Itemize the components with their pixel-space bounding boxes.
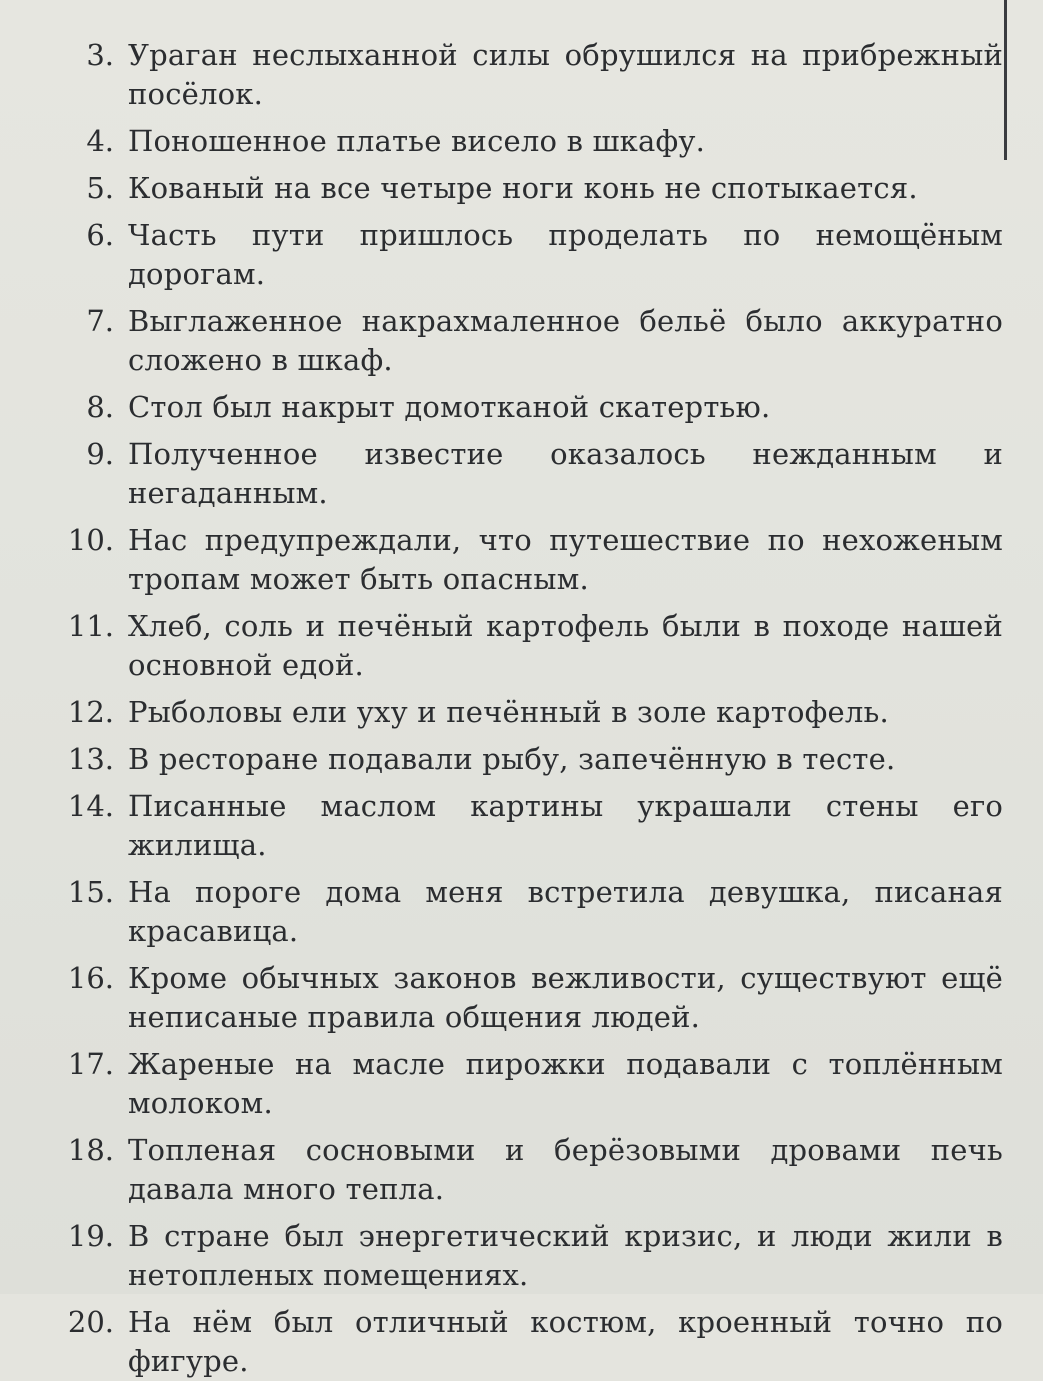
item-number: 15. <box>67 875 114 909</box>
list-item <box>52 1303 1003 1381</box>
list-item <box>52 1131 1003 1209</box>
item-text: Поношенное платье висело в шкафу. <box>128 124 706 158</box>
item-number: 10. <box>67 523 114 557</box>
item-number: 9. <box>86 437 114 471</box>
list-item <box>52 216 1003 294</box>
item-text: Рыболовы ели уху и печённый в золе картофель. <box>128 695 889 729</box>
item-number: 17. <box>67 1047 114 1081</box>
item-text: Писанные маслом картины украшали стены его жилища. <box>128 789 1003 862</box>
item-number: 13. <box>67 742 114 776</box>
list-item <box>52 521 1003 599</box>
item-number: 11. <box>67 609 114 643</box>
item-number: 4. <box>86 124 114 158</box>
list-item <box>52 740 1003 779</box>
item-number: 7. <box>86 304 114 338</box>
item-text: Часть пути пришлось проделать по немощёным дорогам. <box>128 218 1003 291</box>
sentence-list <box>52 36 1003 1381</box>
list-item <box>52 959 1003 1037</box>
list-item <box>52 1217 1003 1295</box>
list-item <box>52 1045 1003 1123</box>
list-item <box>52 787 1003 865</box>
item-number: 6. <box>86 218 114 252</box>
list-item <box>52 693 1003 732</box>
item-number: 19. <box>67 1219 114 1253</box>
list-item <box>52 435 1003 513</box>
list-item <box>52 36 1003 114</box>
list-item <box>52 122 1003 161</box>
item-text: Выглаженное накрахмаленное бельё было аккуратно сложено в шкаф. <box>128 304 1003 377</box>
list-item <box>52 873 1003 951</box>
item-text: Кованый на все четыре ноги конь не спотыкается. <box>128 171 918 205</box>
item-text: Кроме обычных законов вежливости, существуют ещё неписаные правила общения людей. <box>128 961 1003 1034</box>
item-number: 16. <box>67 961 114 995</box>
item-number: 14. <box>67 789 114 823</box>
item-text: На пороге дома меня встретила девушка, писаная красавица. <box>128 875 1003 948</box>
item-text: Стол был накрыт домотканой скатертью. <box>128 390 771 424</box>
page-edge-line <box>1004 0 1007 160</box>
item-text: Нас предупреждали, что путешествие по нехоженым тропам может быть опасным. <box>128 523 1003 596</box>
item-text: В ресторане подавали рыбу, запечённую в тесте. <box>128 742 896 776</box>
item-text: Жареные на масле пирожки подавали с топлённым молоком. <box>128 1047 1003 1120</box>
item-text: На нём был отличный костюм, кроенный точно по фигуре. <box>128 1305 1003 1378</box>
item-text: Хлеб, соль и печёный картофель были в походе нашей основной едой. <box>128 609 1003 682</box>
item-text: Полученное известие оказалось нежданным и негаданным. <box>128 437 1003 510</box>
item-number: 20. <box>67 1305 114 1339</box>
item-number: 18. <box>67 1133 114 1167</box>
item-number: 12. <box>67 695 114 729</box>
list-item <box>52 607 1003 685</box>
list-item <box>52 388 1003 427</box>
list-item <box>52 302 1003 380</box>
item-text: В стране был энергетический кризис, и люди жили в нетопленых помещениях. <box>128 1219 1003 1292</box>
item-number: 5. <box>86 171 114 205</box>
list-item <box>52 169 1003 208</box>
item-number: 8. <box>86 390 114 424</box>
item-text: Топленая сосновыми и берёзовыми дровами печь давала много тепла. <box>128 1133 1003 1206</box>
item-text: Ураган неслыханной силы обрушился на прибрежный посёлок. <box>128 38 1003 111</box>
item-number: 3. <box>86 38 114 72</box>
